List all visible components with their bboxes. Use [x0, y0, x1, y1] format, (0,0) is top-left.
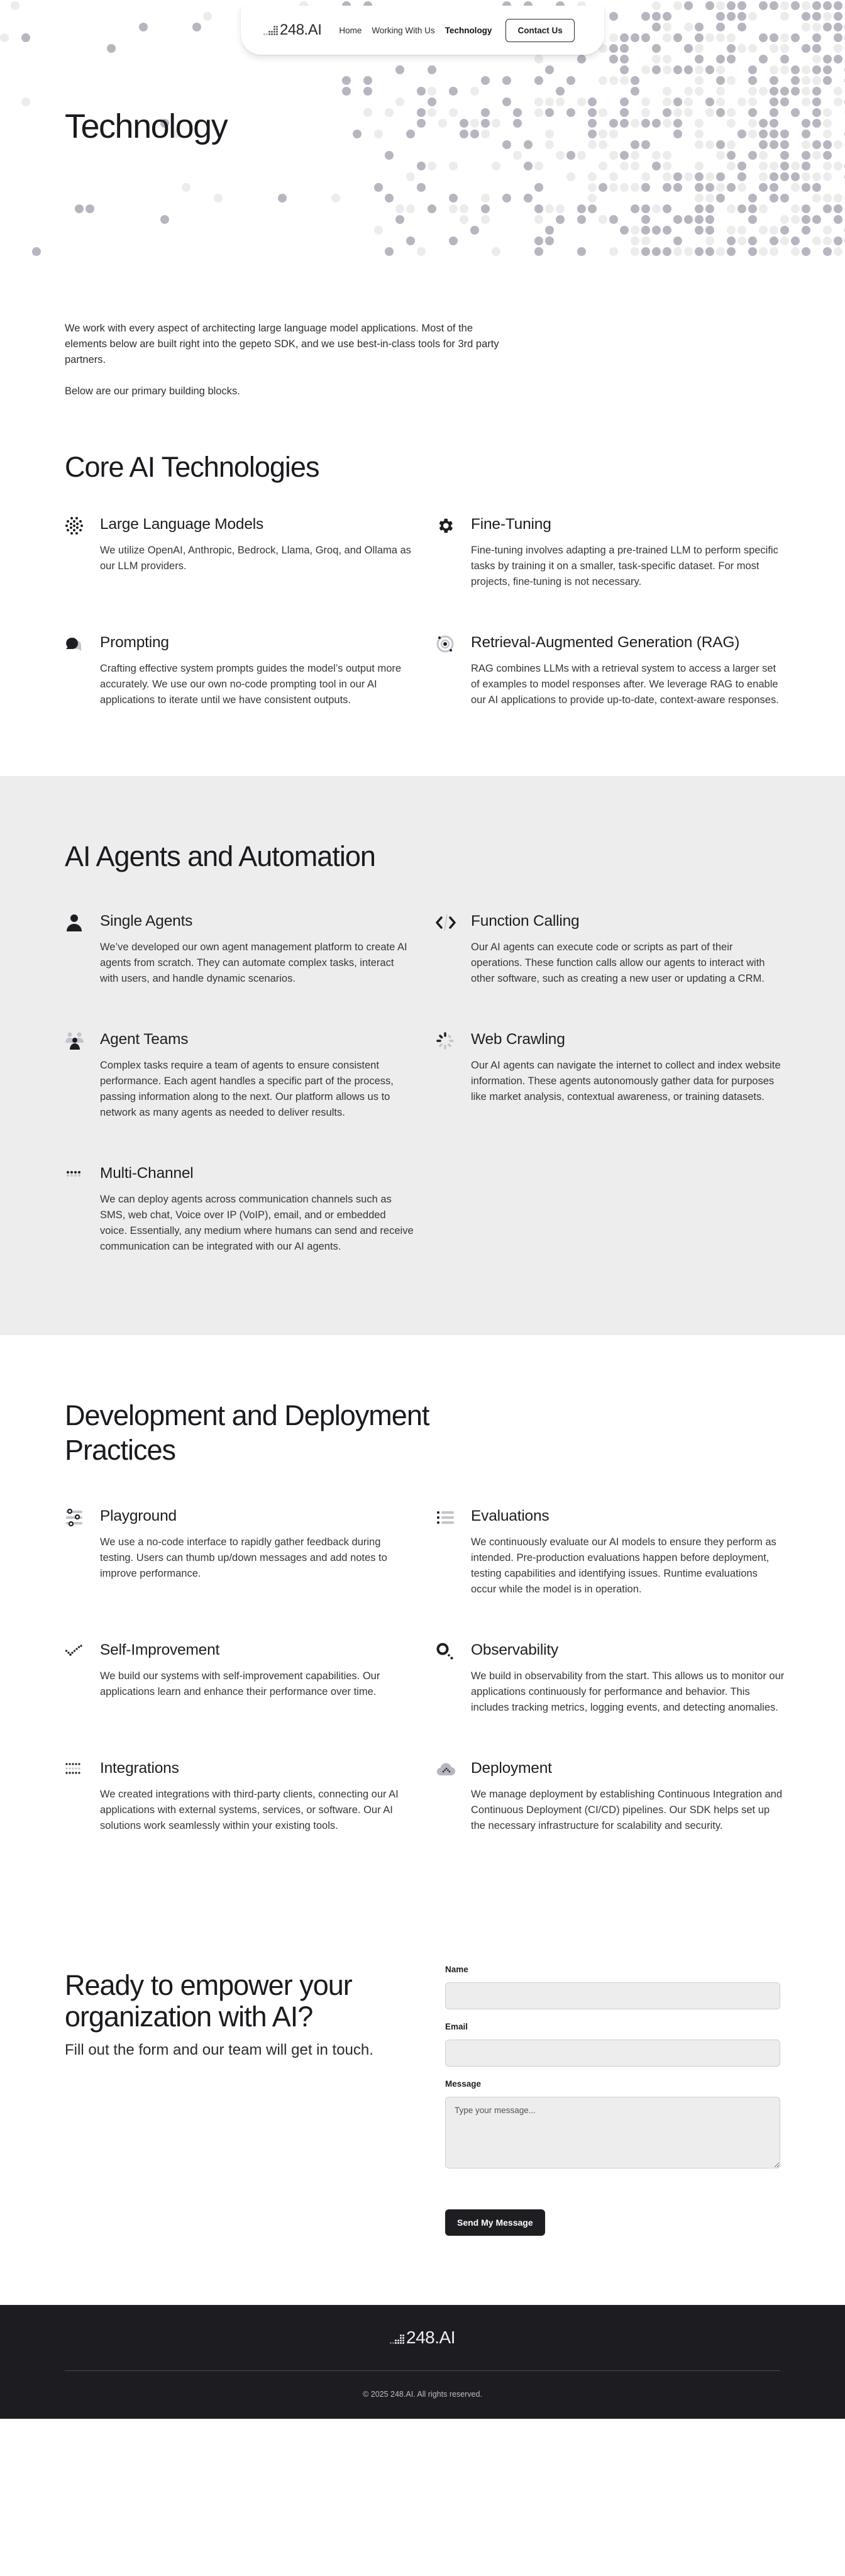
feature-description: Our AI agents can execute code or scripts as part of their operations. These function calls allow our agents to interact with other software, such as creating a new user or updating a CRM.	[471, 941, 765, 984]
feature-integrations	[65, 1758, 436, 1834]
feature-description: We utilize OpenAI, Anthropic, Bedrock, Llama, Groq, and Ollama as our LLM providers.	[100, 545, 411, 572]
feature-agent-teams	[65, 1030, 436, 1121]
feature-title: Observability	[471, 1641, 559, 1658]
footer-logo-text: 248.AI	[406, 2328, 455, 2347]
contact-us-button[interactable]: Contact Us	[505, 19, 574, 42]
check-dots-icon	[65, 1640, 100, 1716]
sliders-icon	[65, 1506, 100, 1597]
footer	[0, 2305, 845, 2419]
feature-title: Single Agents	[100, 913, 193, 930]
feature-self-improvement	[65, 1640, 436, 1716]
feature-description: Fine-tuning involves adapting a pre-trained LLM to perform specific tasks by training it on a smaller, task-specific dataset. For most projects, fine-tuning is not necessary.	[471, 545, 778, 587]
copyright-text: © 2025 248.AI. All rights reserved.	[363, 2390, 482, 2399]
name-field[interactable]	[445, 1982, 780, 2009]
feature-title: Web Crawling	[471, 1031, 565, 1048]
feature-multi-channel	[65, 1163, 436, 1255]
feature-rag	[436, 633, 807, 708]
feature-description: We build in observability from the start. This allows us to monitor our applications continuously for performance and behavior. This includes tracking metrics, logging events, and detecting anomalies.	[471, 1670, 785, 1713]
feature-title: Prompting	[100, 634, 169, 651]
feature-description: We use a no-code interface to rapidly gather feedback during testing. Users can thumb up/down messages and add notes to improve performance.	[100, 1536, 387, 1579]
intro-paragraph: We work with every aspect of architecting large language model applications. Most of the elements below are built right into the gepeto SDK, and we use best-in-class tools for 3rd party partners.	[65, 323, 499, 365]
feature-description: Our AI agents can navigate the internet to collect and index website information. These agents autonomously gather data for purposes like market analysis, contextual awareness, or training datasets.	[471, 1060, 781, 1102]
feature-title: Evaluations	[471, 1507, 550, 1524]
feature-description: We created integrations with third-party clients, connecting our AI applications with external systems, services, or software. Our AI solutions work seamlessly within your existing tools.	[100, 1789, 399, 1831]
footer-logo-link[interactable]	[390, 2329, 455, 2346]
top-navigation	[241, 6, 604, 55]
feature-prompting	[65, 633, 436, 708]
feature-description: We’ve developed our own agent management platform to create AI agents from scratch. They can automate complex tasks, interact with users, and handle dynamic scenarios.	[100, 941, 407, 984]
feature-title: Deployment	[471, 1760, 552, 1777]
section-ai-agents-and-automation	[0, 776, 845, 1335]
feature-title: Agent Teams	[100, 1031, 189, 1048]
logo-link[interactable]	[263, 23, 321, 38]
feature-title: Playground	[100, 1507, 177, 1524]
person-icon	[65, 911, 100, 987]
contact-form	[445, 1952, 780, 2236]
list-icon	[436, 1506, 471, 1597]
channel-dots-icon	[65, 1163, 100, 1255]
page-title: Technology	[65, 108, 228, 145]
feature-grid	[65, 514, 780, 751]
feature-single-agents	[65, 911, 436, 987]
network-dots-icon	[65, 514, 100, 590]
feature-title: Self-Improvement	[100, 1641, 220, 1658]
chat-bubbles-icon	[65, 633, 100, 708]
intro-text	[65, 296, 505, 399]
contact-title: Ready to empower your organization with AI?	[65, 1969, 352, 2033]
section-core-ai-technologies	[0, 399, 845, 776]
email-field[interactable]	[445, 2040, 780, 2067]
feature-playground	[65, 1506, 436, 1597]
integration-dots-icon	[65, 1758, 100, 1834]
feature-description: We manage deployment by establishing Continuous Integration and Continuous Deployment (CI/CD) pipelines. Our SDK helps set up the necessary infrastructure for scalability and security.	[471, 1789, 783, 1831]
feature-description: RAG combines LLMs with a retrieval system to access a larger set of examples to model responses after. We leverage RAG to enable our AI applications to provide up-to-date, context-aware responses.	[471, 663, 779, 706]
contact-subtitle: Fill out the form and our team will get in touch.	[65, 2041, 373, 2058]
hero	[0, 0, 845, 296]
feature-deployment	[436, 1758, 807, 1834]
feature-observability	[436, 1640, 807, 1716]
section-title: Core AI Technologies	[65, 451, 319, 483]
contact-section	[0, 1940, 845, 2305]
feature-description: We continuously evaluate our AI models to ensure they perform as intended. Pre-production evaluations happen before deployment, testing capabilities and identifying issues. Runtime evaluations occur while the model is in operation.	[471, 1536, 776, 1595]
feature-evaluations	[436, 1506, 807, 1597]
orbit-target-icon	[436, 633, 471, 708]
feature-description: We build our systems with self-improvement capabilities. Our applications learn and enhance their performance over time.	[100, 1670, 380, 1697]
magnifier-icon	[436, 1640, 471, 1716]
feature-title: Integrations	[100, 1760, 179, 1777]
logo-text: 248.AI	[280, 21, 322, 38]
email-label: Email	[445, 2022, 468, 2031]
code-brackets-icon	[436, 911, 471, 987]
logo-dots-icon	[263, 26, 278, 35]
feature-title: Large Language Models	[100, 516, 264, 533]
feature-title: Function Calling	[471, 913, 580, 930]
feature-description: We can deploy agents across communication channels such as SMS, web chat, Voice over IP (VoIP), email, and or embedded voice. Essentially, any medium where humans can send and receive communication can be integrated with our AI agents.	[100, 1194, 414, 1252]
send-message-button[interactable]: Send My Message	[445, 2209, 545, 2236]
feature-title: Fine-Tuning	[471, 516, 551, 533]
message-label: Message	[445, 2079, 482, 2089]
nav-link-home[interactable]: Home	[339, 25, 362, 35]
logo-dots-icon	[390, 2334, 404, 2344]
name-label: Name	[445, 1965, 468, 1974]
feature-description: Crafting effective system prompts guides the model’s output more accurately. We use our own no-code prompting tool in our AI applications to iterate until we have consistent outputs.	[100, 663, 402, 706]
feature-grid	[65, 911, 780, 1297]
feature-web-crawling	[436, 1030, 807, 1121]
feature-function-calling	[436, 911, 807, 987]
nav-links	[339, 26, 492, 35]
spinner-icon	[436, 1030, 471, 1121]
feature-grid	[65, 1506, 785, 1877]
feature-large-language-models	[65, 514, 436, 590]
message-field[interactable]	[445, 2097, 780, 2168]
gear-icon	[436, 514, 471, 590]
section-title: AI Agents and Automation	[65, 840, 375, 872]
feature-title: Retrieval-Augmented Generation (RAG)	[471, 634, 740, 651]
section-title: Development and Deployment Practices	[65, 1399, 429, 1466]
feature-title: Multi-Channel	[100, 1165, 194, 1182]
cloud-icon	[436, 1758, 471, 1834]
intro-paragraph: Below are our primary building blocks.	[65, 386, 240, 397]
feature-fine-tuning	[436, 514, 807, 590]
nav-link-technology[interactable]: Technology	[445, 25, 492, 35]
team-icon	[65, 1030, 100, 1121]
feature-description: Complex tasks require a team of agents to ensure consistent performance. Each agent handles a specific part of the process, passing information along to the next. Our platform allows us to network as many agents as needed to deliver results.	[100, 1060, 394, 1118]
nav-link-working-with-us[interactable]: Working With Us	[372, 25, 435, 35]
section-development-and-deployment	[0, 1335, 845, 1940]
